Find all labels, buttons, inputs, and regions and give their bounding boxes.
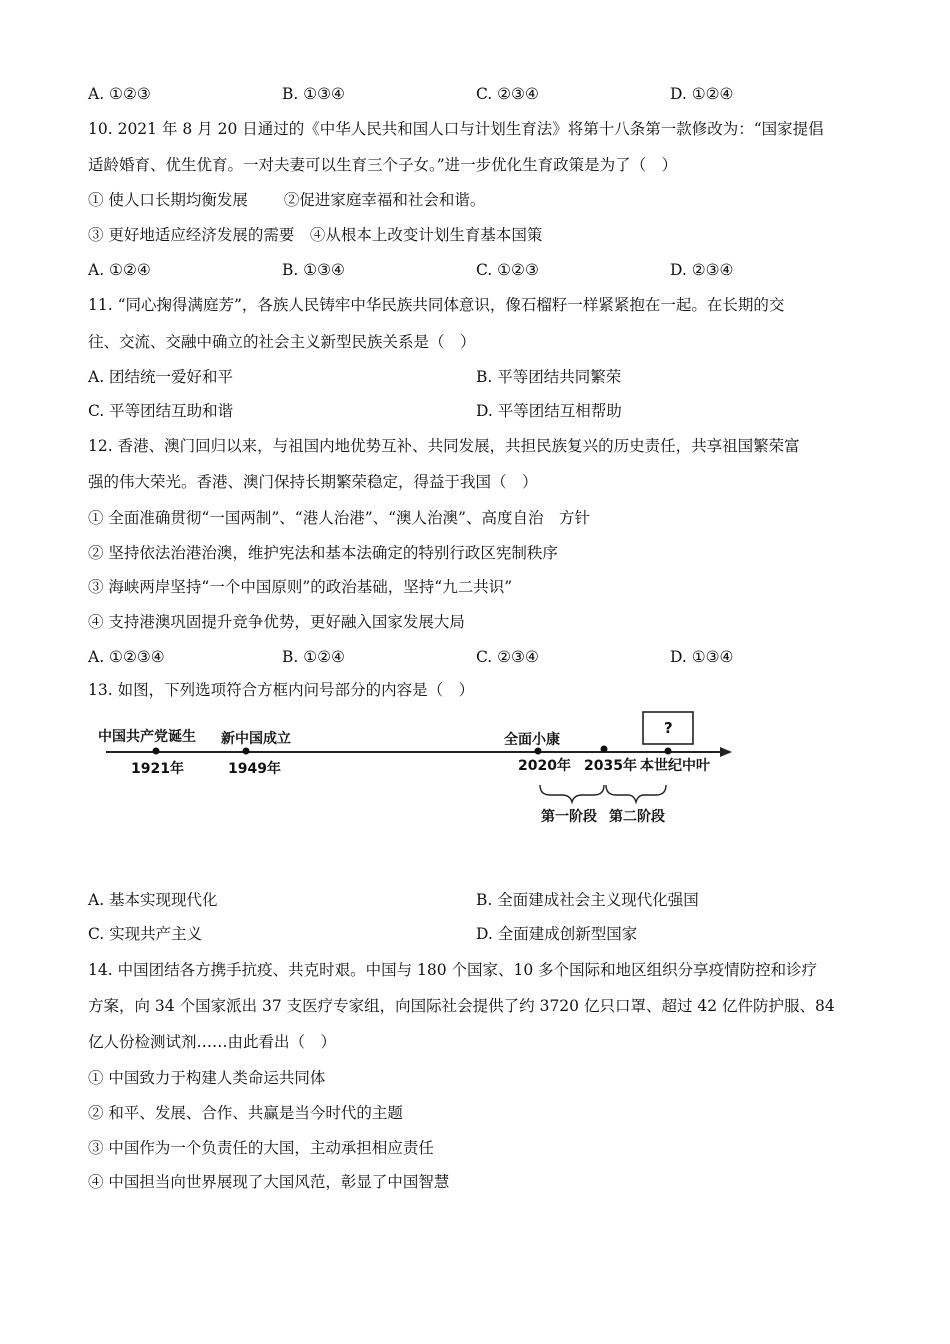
q10-statement-1: ① 使人口长期均衡发展 ②促进家庭幸福和社会和谐。	[88, 191, 486, 209]
q13-stem: 13. 如图，下列选项符合方框内问号部分的内容是（ ）	[88, 681, 475, 699]
q9-option-d: D. ①②④	[670, 85, 734, 103]
q12-option-d: D. ①③④	[670, 648, 734, 666]
timeline-year-4: 2035年	[584, 758, 637, 774]
q11-option-c: C. 平等团结互助和谐	[88, 402, 234, 420]
q11-option-b: B. 平等团结共同繁荣	[476, 368, 622, 386]
timeline-arrowhead	[720, 747, 732, 757]
q12-statement-4: ④ 支持港澳巩固提升竞争优势，更好融入国家发展大局	[88, 613, 465, 631]
q14-stem-line-2: 方案，向 34 个国家派出 37 支医疗专家组，向国际社会提供了约 3720 亿只口罩、超过 42 亿件防护服、84	[88, 997, 835, 1015]
q12-stem-line-2: 强的伟大荣光。香港、澳门保持长期繁荣稳定，得益于我国（ ）	[88, 473, 538, 491]
timeline-dot-midcentury	[665, 748, 672, 755]
timeline-year-1: 1921年	[131, 761, 184, 777]
q11-option-d: D. 平等团结互相帮助	[476, 402, 622, 420]
q10-stem-line-1: 10. 2021 年 8 月 20 日通过的《中华人民共和国人口与计划生育法》将第十八条第一款修改为：“国家提倡	[88, 120, 824, 138]
q13-option-d: D. 全面建成创新型国家	[476, 925, 638, 943]
timeline-event-2: 新中国成立	[221, 731, 291, 747]
timeline-year-5: 本世纪中叶	[640, 758, 710, 774]
stage-2-label: 第二阶段	[609, 809, 665, 825]
timeline-year-2: 1949年	[228, 761, 281, 777]
timeline-dot-1949	[243, 748, 250, 755]
q14-statement-1: ① 中国致力于构建人类命运共同体	[88, 1069, 326, 1087]
q10-option-b: B. ①③④	[282, 261, 345, 279]
q12-statement-1: ① 全面准确贯彻“一国两制”、“港人治港”、“澳人治澳”、高度自治 方针	[88, 509, 590, 527]
q14-statement-3: ③ 中国作为一个负责任的大国，主动承担相应责任	[88, 1139, 434, 1157]
timeline-event-3: 全面小康	[504, 732, 560, 748]
q11-option-a: A. 团结统一爱好和平	[88, 368, 234, 386]
q13-option-a: A. 基本实现现代化	[88, 891, 218, 909]
q13-option-b: B. 全面建成社会主义现代化强国	[476, 891, 699, 909]
q14-stem-line-1: 14. 中国团结各方携手抗疫、共克时艰。中国与 180 个国家、10 多个国际和地区组织分享疫情防控和诊疗	[88, 961, 818, 979]
q10-option-d: D. ②③④	[670, 261, 734, 279]
q10-statement-2: ③ 更好地适应经济发展的需要 ④从根本上改变计划生育基本国策	[88, 226, 543, 244]
q14-statement-4: ④ 中国担当向世界展现了大国风范，彰显了中国智慧	[88, 1173, 450, 1191]
q12-statement-2: ② 坚持依法治港治澳，维护宪法和基本法确定的特别行政区宪制秩序	[88, 544, 558, 562]
q12-statement-3: ③ 海峡两岸坚持“一个中国原则”的政治基础，坚持“九二共识”	[88, 578, 513, 596]
question-mark: ?	[664, 719, 673, 737]
q9-option-c: C. ②③④	[476, 85, 539, 103]
timeline-year-3: 2020年	[518, 758, 571, 774]
q9-option-a: A. ①②③	[88, 85, 151, 103]
timeline-dot-2035	[601, 746, 608, 753]
q12-option-c: C. ②③④	[476, 648, 539, 666]
timeline-event-1: 中国共产党诞生	[98, 729, 196, 745]
q9-option-b: B. ①③④	[282, 85, 345, 103]
q10-option-a: A. ①②④	[88, 261, 151, 279]
q11-stem-line-1: 11. “同心掬得满庭芳”，各族人民铸牢中华民族共同体意识，像石榴籽一样紧紧抱在一起。在长期的交	[88, 296, 785, 314]
q12-option-a: A. ①②③④	[88, 648, 165, 666]
stage-1-brace	[540, 785, 604, 802]
q11-stem-line-2: 往、交流、交融中确立的社会主义新型民族关系是（ ）	[88, 333, 476, 351]
q12-stem-line-1: 12. 香港、澳门回归以来，与祖国内地优势互补、共同发展，共担民族复兴的历史责任，共享祖国繁荣富	[88, 437, 800, 455]
q14-stem-line-3: 亿人份检测试剂……由此看出（ ）	[88, 1033, 337, 1051]
q12-option-b: B. ①②④	[282, 648, 345, 666]
q10-option-c: C. ①②③	[476, 261, 539, 279]
q13-option-c: C. 实现共产主义	[88, 925, 203, 943]
stage-1-label: 第一阶段	[541, 809, 597, 825]
q14-statement-2: ② 和平、发展、合作、共赢是当今时代的主题	[88, 1104, 403, 1122]
q10-stem-line-2: 适龄婚育、优生优育。一对夫妻可以生育三个子女。”进一步优化生育政策是为了（ ）	[88, 156, 678, 174]
timeline-dot-1921	[153, 748, 160, 755]
stage-2-brace	[606, 785, 666, 802]
